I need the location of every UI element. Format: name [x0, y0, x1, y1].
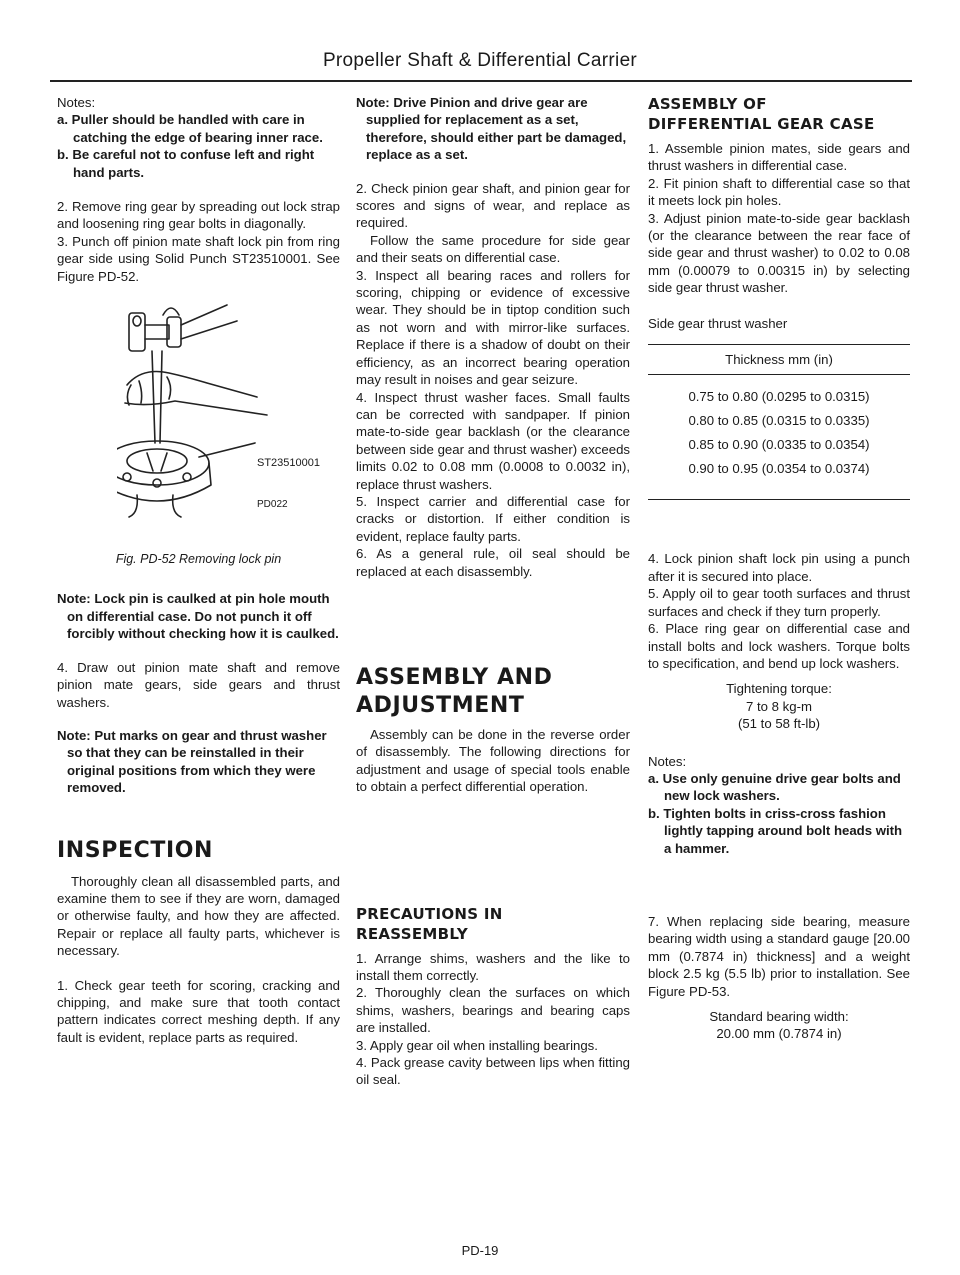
column-middle — [356, 94, 630, 1089]
figure-caption: Fig. PD-52 Removing lock pin — [115, 552, 282, 567]
assembly-step-5: 5. Apply oil to gear tooth surfaces and thrust surfaces and check if they turn properly. — [648, 586, 910, 619]
heading-reassembly: REASSEMBLY — [356, 924, 469, 943]
precaution-2: 2. Thoroughly clean the surfaces on which shims, washers, bearings and bearing caps are installed. — [356, 985, 630, 1036]
table-bottom-rule — [648, 499, 910, 500]
inspection-intro: Thoroughly clean all disassembled parts, and examine them to see if they are worn, damaged or otherwise faulty, and how they are affected. Repair or replace all faulty parts, whichever is necessary. — [57, 873, 340, 959]
inspect-step-2-follow: Follow the same procedure for side gear and their seats on differential case. — [356, 232, 630, 266]
precaution-4: 4. Pack grease cavity between lips when fitting oil seal. — [356, 1055, 630, 1088]
note-replace-as-set: Note: Drive Pinion and drive gear are supplied for replacement as a set, therefore, should either part be damaged, replace as a set. — [356, 95, 627, 163]
table-body — [648, 375, 910, 499]
assembly-step-6: 6. Place ring gear on differential case and install bolts and lock washers. Torque bolts to specification, and bend up lock washers. — [648, 621, 910, 671]
heading-differential-gear-case: DIFFERENTIAL GEAR CASE — [648, 115, 875, 133]
assembly-step-4: 4. Lock pinion shaft lock pin using a punch after it is secured into place. — [648, 551, 910, 584]
note-item: a. Use only genuine drive gear bolts and new lock washers. — [648, 770, 901, 804]
step-3-punch-lock-pin: 3. Punch off pinion mate shaft lock pin from ring gear side using Solid Punch ST23510001. See Figure PD-52. — [57, 233, 340, 284]
inspect-step-2: 2. Check pinion gear shaft, and pinion gear for scores and signs of wear, and replace as required. — [356, 180, 630, 231]
thrust-washer-table — [648, 344, 910, 500]
table-row: 0.80 to 0.85 (0.0315 to 0.0335) — [688, 413, 870, 429]
page-number: PD-19 — [461, 1243, 499, 1258]
figure-pd52 — [57, 303, 340, 573]
figure-code: PD022 — [257, 499, 288, 511]
table-header: Thickness mm (in) — [725, 352, 833, 368]
column-right — [648, 94, 910, 1043]
inspect-step-6: 6. As a general rule, oil seal should be replaced at each disassembly. — [356, 546, 630, 579]
torque-value-metric: 7 to 8 kg-m — [746, 698, 812, 714]
torque-spec — [648, 680, 910, 732]
torque-value-imperial: (51 to 58 ft-lb) — [737, 716, 821, 732]
note-item: b. Be careful not to confuse left and right hand parts. — [57, 147, 315, 180]
inspect-step-1: 1. Check gear teeth for scoring, cracking and chipping, and make sure that tooth contact pattern indicates correct meshing depth. If any fault is evident, replace parts as required. — [57, 977, 340, 1045]
assembly-step-2: 2. Fit pinion shaft to differential case so that it meets lock pin holes. — [648, 175, 910, 209]
precaution-1: 1. Arrange shims, washers and the like to install them correctly. — [356, 950, 630, 983]
note-lock-pin-caulked: Note: Lock pin is caulked at pin hole mouth on differential case. Do not punch it off forcibly without checking how it is caulked. — [57, 591, 339, 642]
torque-label: Tightening torque: — [726, 681, 832, 697]
std-width-label: Standard bearing width: — [709, 1009, 849, 1024]
notes-label: Notes: — [57, 95, 96, 110]
page-header-title: Propeller Shaft & Differential Carrier — [322, 50, 638, 71]
header-rule — [50, 80, 912, 82]
heading-adjustment: ADJUSTMENT — [356, 692, 525, 718]
note-put-marks: Note: Put marks on gear and thrust washer so that they can be reinstalled in their original positions from which they were removed. — [57, 727, 327, 796]
table-row: 0.90 to 0.95 (0.0354 to 0.0374) — [688, 461, 870, 477]
assembly-step-7: 7. When replacing side bearing, measure bearing width using a standard gauge [20.00 mm (0.7874 in) thickness] and a weight block 2.5 kg (5.5 lb) prior to installation. See Figure PD-53. — [648, 913, 910, 999]
std-width-value: 20.00 mm (0.7874 in) — [716, 1026, 842, 1042]
lock-pin-punch-illustration — [117, 303, 287, 523]
heading-inspection: INSPECTION — [57, 837, 214, 863]
inspect-step-4: 4. Inspect thrust washer faces. Small faults can be corrected with sandpaper. If pinion mate-to-side gear backlash (or the clearance between side gear and thrust washer) exceeds limits 0.02 to 0.08 mm (0.0008 to 0.0032 in), replace thrust washers. — [356, 389, 630, 492]
figure-tool-label: ST23510001 — [257, 457, 320, 470]
column-left — [57, 94, 340, 1046]
notes-label: Notes: — [648, 753, 687, 769]
inspect-step-5: 5. Inspect carrier and differential case for cracks or distortion. If either condition is evident, replace faulty parts. — [356, 493, 630, 544]
step-4-draw-out-shaft: 4. Draw out pinion mate shaft and remove pinion mate gears, side gears and thrust washers. — [57, 659, 340, 710]
note-item: a. Puller should be handled with care in catching the edge of bearing inner race. — [57, 112, 323, 145]
assembly-step-1: 1. Assemble pinion mates, side gears and thrust washers in differential case. — [648, 141, 910, 174]
standard-bearing-width — [648, 1008, 910, 1043]
table-row: 0.85 to 0.90 (0.0335 to 0.0354) — [688, 437, 870, 453]
assembly-intro: Assembly can be done in the reverse order of disassembly. The following directions for adjustment and usage of special tools enable to obtain a perfect differential operation. — [356, 726, 630, 795]
assembly-step-3: 3. Adjust pinion mate-to-side gear backlash (or the clearance between the rear face of side gear and thrust washer) to 0.02 to 0.08 mm (0.00079 to 0.00315 in) by selecting side gear thrust washer. — [648, 210, 910, 296]
step-2-remove-ring-gear: 2. Remove ring gear by spreading out lock strap and loosening ring gear bolts in diagonally. — [57, 199, 340, 232]
precaution-3: 3. Apply gear oil when installing bearings. — [356, 1037, 598, 1053]
heading-assembly-and: ASSEMBLY AND — [356, 664, 553, 690]
heading-assembly-of: ASSEMBLY OF — [648, 95, 767, 113]
table-row: 0.75 to 0.80 (0.0295 to 0.0315) — [688, 389, 870, 405]
inspect-step-3: 3. Inspect all bearing races and rollers for scoring, chipping or evidence of excessive wear. They should be in tiptop condition such as not worn and with mirror-like surfaces. Replace if there is a shadow of doubt on their efficiency, as an incorrect bearing operation may result in noises and gear seizure. — [356, 267, 630, 388]
heading-precautions-in: PRECAUTIONS IN — [356, 904, 503, 923]
table-title: Side gear thrust washer — [648, 315, 788, 331]
note-item: b. Tighten bolts in criss-cross fashion lightly tapping around bolt heads with a hammer. — [648, 805, 903, 856]
